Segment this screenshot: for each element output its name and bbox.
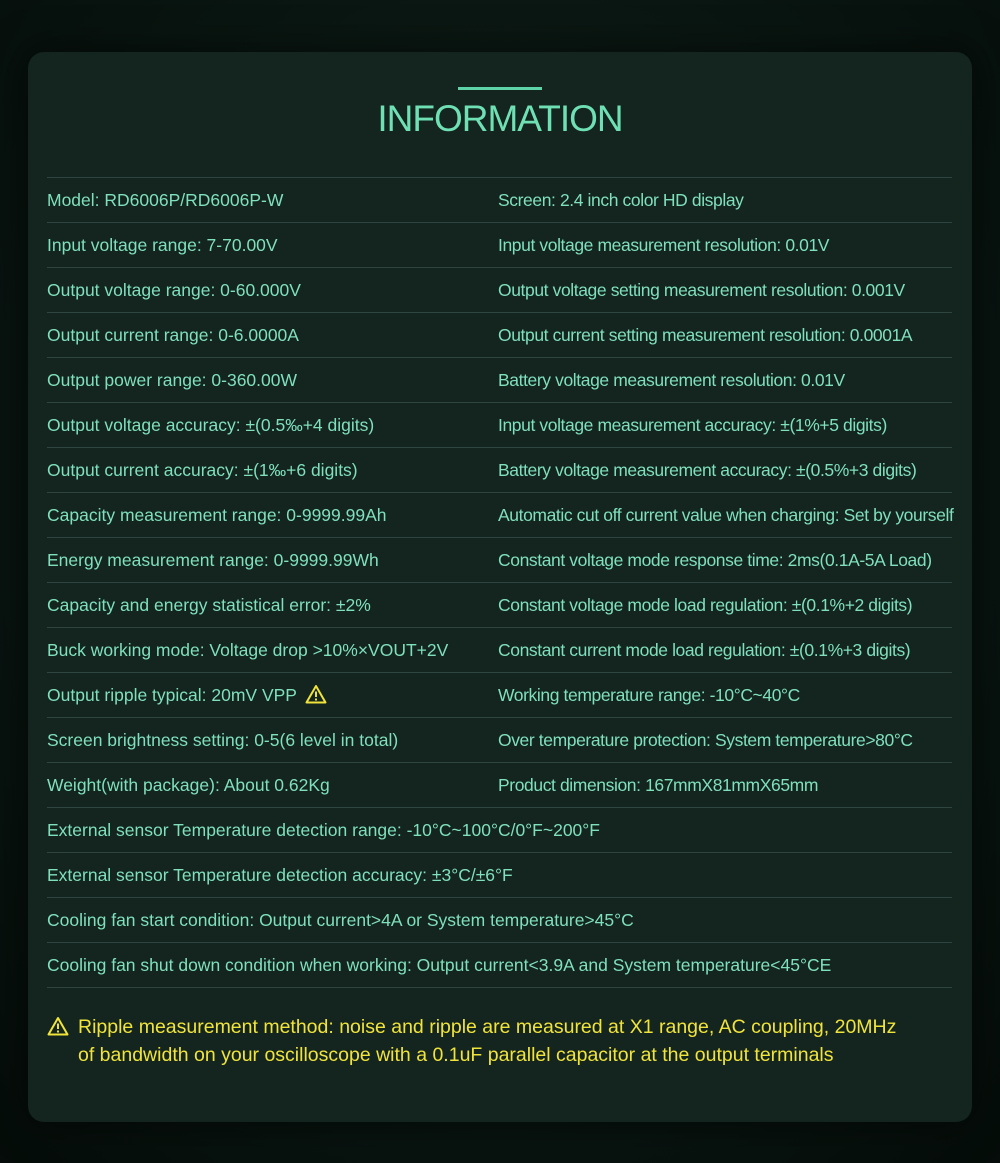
spec-left: Output current range: 0-6.0000A — [47, 325, 299, 345]
spec-left: Screen brightness setting: 0-5(6 level in total) — [47, 730, 399, 750]
spec-row — [47, 718, 952, 763]
spec-right: Output voltage setting measurement resolution: 0.001V — [498, 280, 905, 300]
spec-left: Weight(with package): About 0.62Kg — [47, 775, 330, 795]
spec-right: Product dimension: 167mmX81mmX65mm — [498, 775, 819, 795]
spec-left: Energy measurement range: 0-9999.99Wh — [47, 550, 379, 570]
spec-right: Constant voltage mode load regulation: ±(0.1%+2 digits) — [498, 595, 913, 615]
spec-row — [47, 358, 952, 403]
spec-full: External sensor Temperature detection range: -10°C~100°C/0°F~200°F — [47, 820, 600, 840]
spec-right: Input voltage measurement accuracy: ±(1%+5 digits) — [498, 415, 887, 435]
spec-right: Battery voltage measurement resolution: 0.01V — [498, 370, 845, 390]
title-accent-bar — [458, 87, 542, 90]
spec-left: Capacity and energy statistical error: ±2% — [47, 595, 371, 615]
spec-right: Constant voltage mode response time: 2ms(0.1A-5A Load) — [498, 550, 932, 570]
spec-row-full — [47, 808, 952, 853]
spec-left-ripple — [47, 673, 327, 717]
spec-right: Output current setting measurement resolution: 0.0001A — [498, 325, 913, 345]
spec-left: Buck working mode: Voltage drop >10%×VOUT+2V — [47, 640, 449, 660]
spec-right: Automatic cut off current value when charging: Set by yourself — [498, 505, 954, 525]
spec-left: Output ripple typical: 20mV VPP — [47, 685, 297, 705]
spec-right: Over temperature protection: System temperature>80°C — [498, 730, 913, 750]
spec-left: Model: RD6006P/RD6006P-W — [47, 190, 284, 210]
spec-right: Working temperature range: -10°C~40°C — [498, 685, 800, 705]
spec-full: Cooling fan shut down condition when working: Output current<3.9A and System temperature<45°CE — [47, 955, 832, 975]
ripple-note — [47, 1013, 957, 1069]
spec-row — [47, 673, 952, 718]
spec-row — [47, 268, 952, 313]
spec-row — [47, 538, 952, 583]
spec-left: Output power range: 0-360.00W — [47, 370, 298, 390]
spec-left: Output voltage range: 0-60.000V — [47, 280, 301, 300]
spec-row — [47, 763, 952, 808]
page-title: INFORMATION — [377, 98, 623, 139]
spec-row — [47, 313, 952, 358]
spec-full: Cooling fan start condition: Output current>4A or System temperature>45°C — [47, 910, 634, 930]
spec-row — [47, 583, 952, 628]
note-line-2: of bandwidth on your oscilloscope with a 0.1uF parallel capacitor at the output terminals — [78, 1044, 834, 1066]
warning-icon — [47, 1016, 69, 1036]
spec-left: Input voltage range: 7-70.00V — [47, 235, 278, 255]
spec-row — [47, 223, 952, 268]
spec-row-full — [47, 943, 952, 988]
spec-row — [47, 628, 952, 673]
spec-table — [47, 177, 952, 988]
spec-row — [47, 493, 952, 538]
spec-left: Capacity measurement range: 0-9999.99Ah — [47, 505, 387, 525]
spec-row — [47, 403, 952, 448]
spec-row — [47, 448, 952, 493]
spec-right: Input voltage measurement resolution: 0.01V — [498, 235, 830, 255]
spec-right: Screen: 2.4 inch color HD display — [498, 190, 744, 210]
spec-row — [47, 178, 952, 223]
warning-icon — [305, 684, 327, 704]
spec-right: Battery voltage measurement accuracy: ±(0.5%+3 digits) — [498, 460, 917, 480]
note-line-1: Ripple measurement method: noise and ripple are measured at X1 range, AC coupling, 20MHz — [78, 1016, 897, 1038]
spec-left: Output voltage accuracy: ±(0.5‰+4 digits) — [47, 415, 375, 435]
spec-row-full — [47, 853, 952, 898]
spec-row-full — [47, 898, 952, 943]
spec-full: External sensor Temperature detection accuracy: ±3°C/±6°F — [47, 865, 513, 885]
spec-right: Constant current mode load regulation: ±(0.1%+3 digits) — [498, 640, 911, 660]
spec-left: Output current accuracy: ±(1‰+6 digits) — [47, 460, 358, 480]
